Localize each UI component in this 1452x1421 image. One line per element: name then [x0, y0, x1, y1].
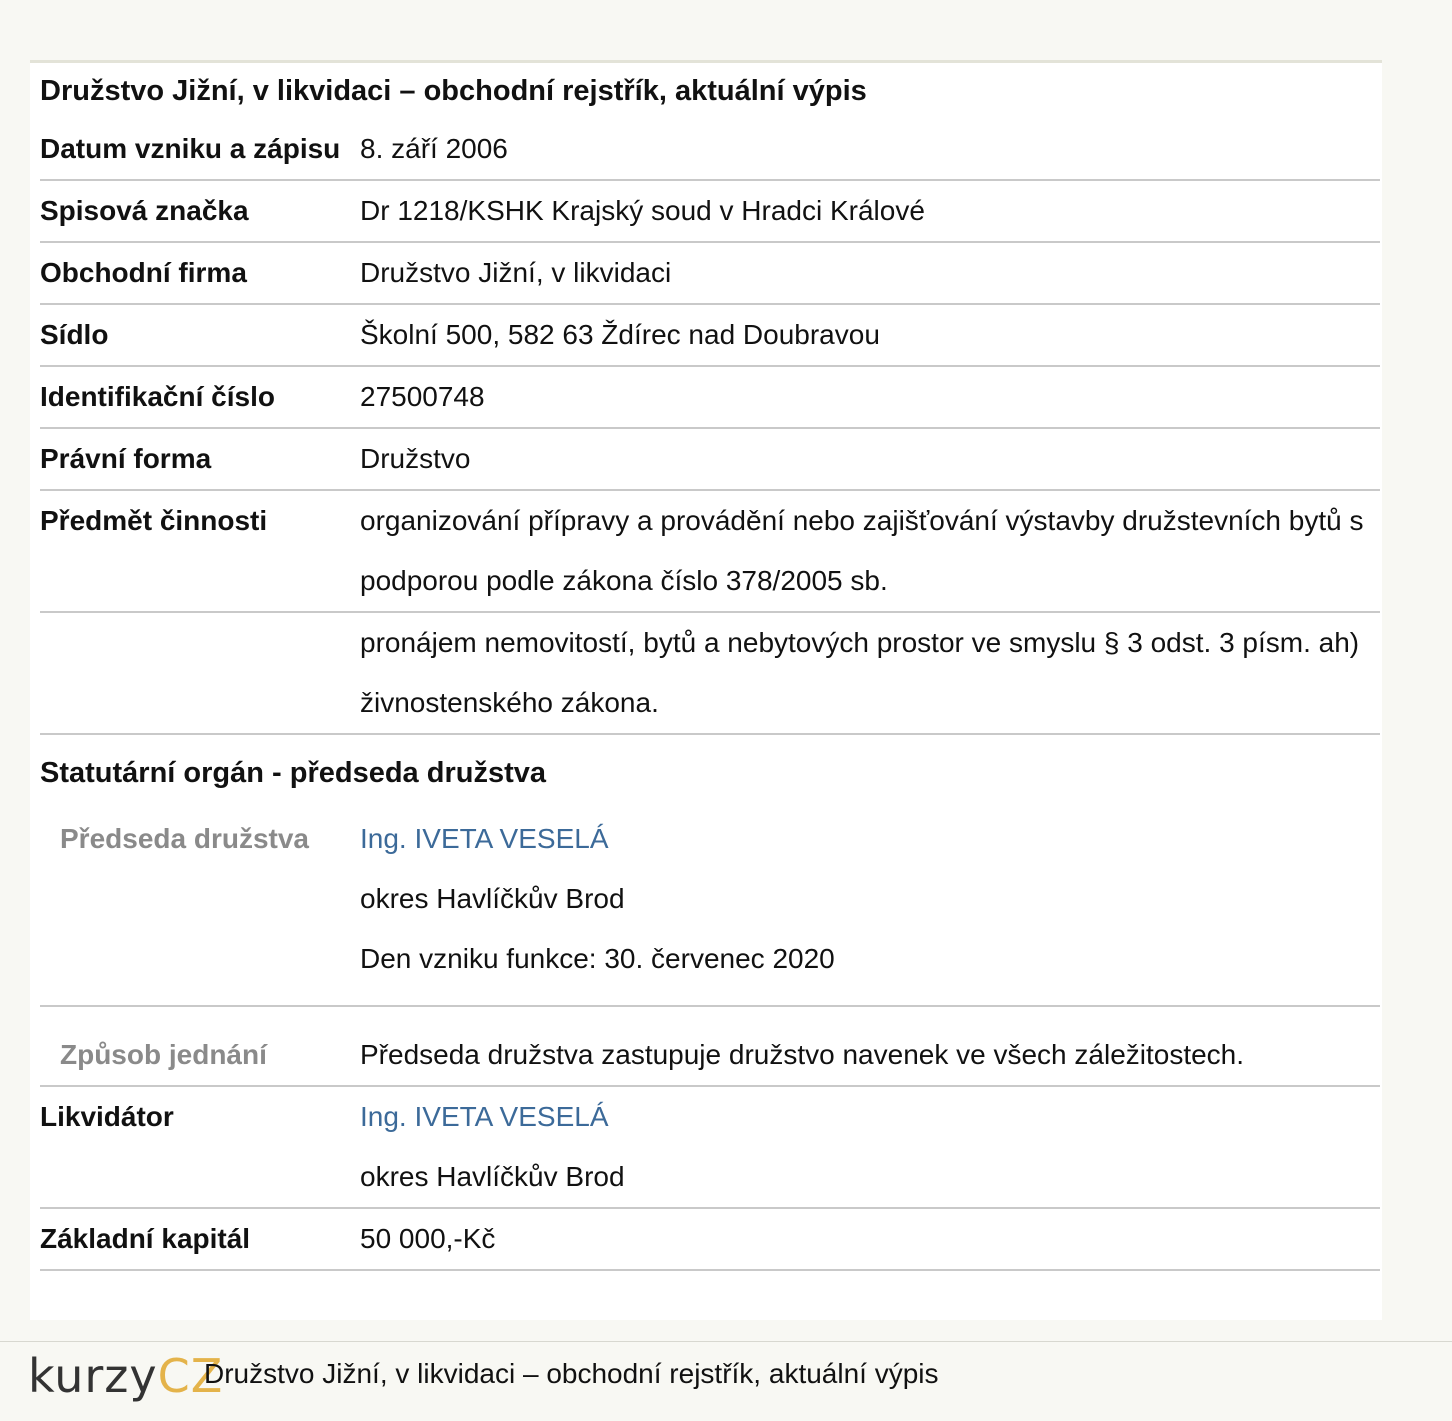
row-value: organizování přípravy a provádění nebo zajišťování výstavby družstevních bytů s podporou podle zákona číslo 378/2005 sb.: [360, 505, 1364, 596]
row-value: 27500748: [360, 381, 485, 412]
chairman-details: [360, 809, 1380, 1005]
row-acting: [40, 1007, 1380, 1087]
liquidator-name-link[interactable]: Ing. IVETA VESELÁ: [360, 1101, 609, 1132]
row-label: Obchodní firma: [40, 257, 247, 288]
record-card: [30, 60, 1382, 1320]
footer-title: Družstvo Jižní, v likvidaci – obchodní rejstřík, aktuální výpis: [204, 1358, 939, 1389]
row-value: pronájem nemovitostí, bytů a nebytových prostor ve smyslu § 3 odst. 3 písm. ah) živnostenského zákona.: [360, 627, 1360, 718]
statutory-section-title: Statutární orgán - předseda družstva: [40, 757, 546, 789]
row-label: Identifikační číslo: [40, 381, 275, 412]
liquidator-label: Likvidátor: [40, 1101, 174, 1132]
liquidator-details: [360, 1087, 1380, 1207]
liquidator-district: okres Havlíčkův Brod: [360, 1161, 625, 1192]
acting-value: Předseda družstva zastupuje družstvo navenek ve všech záležitostech.: [360, 1039, 1245, 1070]
row-value: Školní 500, 582 63 Ždírec nad Doubravou: [360, 319, 880, 350]
row-liquidator: [40, 1087, 1380, 1209]
row-value: Dr 1218/KSHK Krajský soud v Hradci Králové: [360, 195, 925, 226]
logo-text-left: kurzy: [28, 1349, 158, 1403]
logo-text-right: CZ: [157, 1349, 224, 1403]
acting-label: Způsob jednání: [60, 1039, 267, 1070]
footer: [0, 1341, 1452, 1421]
row-business-name: [40, 243, 1380, 305]
row-value: Družstvo Jižní, v likvidaci: [360, 257, 672, 288]
row-value: 8. září 2006: [360, 133, 508, 164]
row-capital: [40, 1209, 1380, 1271]
chairman-name-link[interactable]: Ing. IVETA VESELÁ: [360, 823, 609, 854]
row-label: Datum vzniku a zápisu: [40, 133, 341, 164]
row-label: Spisová značka: [40, 195, 249, 226]
row-activity-2: [40, 613, 1380, 735]
chairman-since: Den vzniku funkce: 30. červenec 2020: [360, 943, 835, 974]
record-content: [40, 63, 1380, 1271]
row-label: [40, 613, 360, 733]
row-label: Předmět činnosti: [40, 505, 268, 536]
chairman-district: okres Havlíčkův Brod: [360, 883, 625, 914]
row-activity: [40, 491, 1380, 613]
row-id-number: [40, 367, 1380, 429]
capital-value: 50 000,-Kč: [360, 1223, 496, 1254]
row-value: Družstvo: [360, 443, 471, 474]
row-label: Sídlo: [40, 319, 109, 350]
row-file-number: [40, 181, 1380, 243]
chairman-label: Předseda družstva: [60, 823, 309, 854]
row-label: Právní forma: [40, 443, 212, 474]
kurzy-cz-logo[interactable]: [28, 1350, 223, 1402]
row-founded: [40, 119, 1380, 181]
row-seat: [40, 305, 1380, 367]
capital-label: Základní kapitál: [40, 1223, 251, 1254]
page-title: Družstvo Jižní, v likvidaci – obchodní rejstřík, aktuální výpis: [40, 75, 867, 107]
row-legal-form: [40, 429, 1380, 491]
row-chairman: [40, 809, 1380, 1007]
